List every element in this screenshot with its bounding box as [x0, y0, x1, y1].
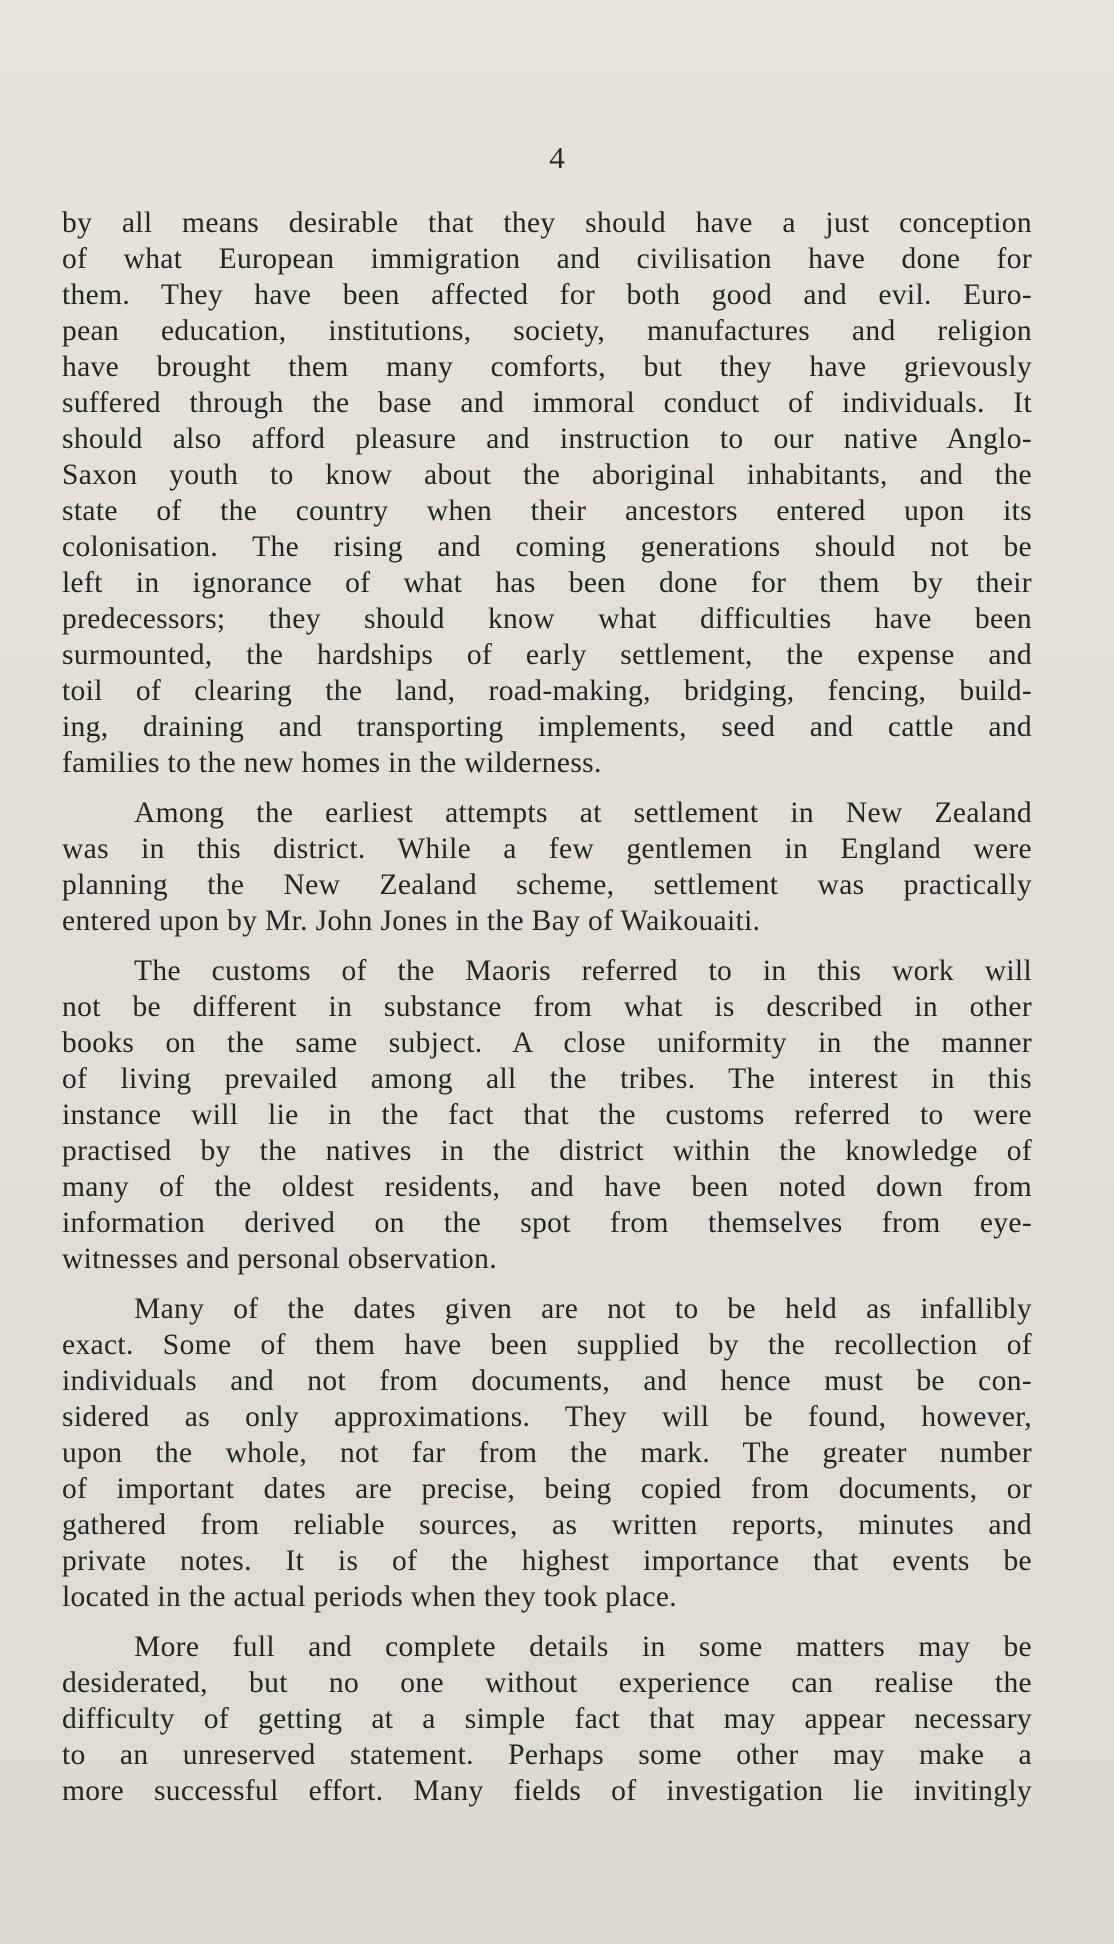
text-line: entered upon by Mr. John Jones in the Bay of Waikouaiti.: [62, 905, 761, 937]
text-line: not be different in substance from what is described in other: [62, 991, 1032, 1023]
text-line: suffered through the base and immoral conduct of individuals. It: [62, 387, 1032, 419]
text-line: many of the oldest residents, and have been noted down from: [62, 1171, 1032, 1203]
text-line: should also afford pleasure and instruction to our native Anglo-: [62, 423, 1032, 455]
text-line: witnesses and personal observation.: [62, 1243, 497, 1275]
text-line: difficulty of getting at a simple fact that may appear necessary: [62, 1703, 1032, 1735]
text-line: Among the earliest attempts at settlement in New Zealand: [134, 797, 1032, 829]
text-line: to an unreserved statement. Perhaps some other may make a: [62, 1739, 1032, 1771]
text-line: Many of the dates given are not to be held as infallibly: [134, 1293, 1032, 1325]
paragraph-gap: [62, 1615, 1032, 1629]
text-line: pean education, institutions, society, manufactures and religion: [62, 315, 1032, 347]
text-line: individuals and not from documents, and hence must be con-: [62, 1365, 1032, 1397]
text-line: of important dates are precise, being copied from documents, or: [62, 1473, 1032, 1505]
text-line: toil of clearing the land, road-making, bridging, fencing, build-: [62, 675, 1032, 707]
paragraph: [62, 1291, 1032, 1615]
text-line: upon the whole, not far from the mark. The greater number: [62, 1437, 1032, 1469]
paragraph-gap: [62, 781, 1032, 795]
text-line: state of the country when their ancestors entered upon its: [62, 495, 1032, 527]
text-line: information derived on the spot from themselves from eye-: [62, 1207, 1032, 1239]
text-line: was in this district. While a few gentlemen in England were: [62, 833, 1032, 865]
text-line: books on the same subject. A close uniformity in the manner: [62, 1027, 1032, 1059]
paragraph: [62, 953, 1032, 1277]
text-line: desiderated, but no one without experience can realise the: [62, 1667, 1032, 1699]
text-line: located in the actual periods when they took place.: [62, 1581, 678, 1613]
text-line: more successful effort. Many fields of investigation lie invitingly: [62, 1775, 1032, 1807]
text-line: of living prevailed among all the tribes. The interest in this: [62, 1063, 1032, 1095]
text-line: sidered as only approximations. They will be found, however,: [62, 1401, 1032, 1433]
paragraph: [62, 205, 1032, 781]
paragraph-gap: [62, 1277, 1032, 1291]
paragraph-gap: [62, 939, 1032, 953]
text-line: families to the new homes in the wilderness.: [62, 747, 602, 779]
text-line: Saxon youth to know about the aboriginal inhabitants, and the: [62, 459, 1032, 491]
text-line: of what European immigration and civilisation have done for: [62, 243, 1032, 275]
text-line: The customs of the Maoris referred to in this work will: [134, 955, 1032, 987]
body-text: [62, 205, 1032, 1809]
text-line: gathered from reliable sources, as written reports, minutes and: [62, 1509, 1032, 1541]
paragraph: [62, 795, 1032, 939]
text-line: predecessors; they should know what difficulties have been: [62, 603, 1032, 635]
text-line: exact. Some of them have been supplied by the recollection of: [62, 1329, 1032, 1361]
text-line: colonisation. The rising and coming generations should not be: [62, 531, 1032, 563]
text-line: practised by the natives in the district within the knowledge of: [62, 1135, 1032, 1167]
text-line: planning the New Zealand scheme, settlement was practically: [62, 869, 1032, 901]
text-line: them. They have been affected for both good and evil. Euro-: [62, 279, 1032, 311]
paragraph: [62, 1629, 1032, 1809]
page-number: 4: [549, 140, 565, 175]
text-line: More full and complete details in some matters may be: [134, 1631, 1032, 1663]
text-line: surmounted, the hardships of early settlement, the expense and: [62, 639, 1032, 671]
text-line: instance will lie in the fact that the customs referred to were: [62, 1099, 1032, 1131]
text-line: by all means desirable that they should have a just conception: [62, 207, 1032, 239]
text-line: private notes. It is of the highest importance that events be: [62, 1545, 1032, 1577]
text-line: ing, draining and transporting implements, seed and cattle and: [62, 711, 1032, 743]
text-line: left in ignorance of what has been done for them by their: [62, 567, 1032, 599]
text-line: have brought them many comforts, but they have grievously: [62, 351, 1032, 383]
